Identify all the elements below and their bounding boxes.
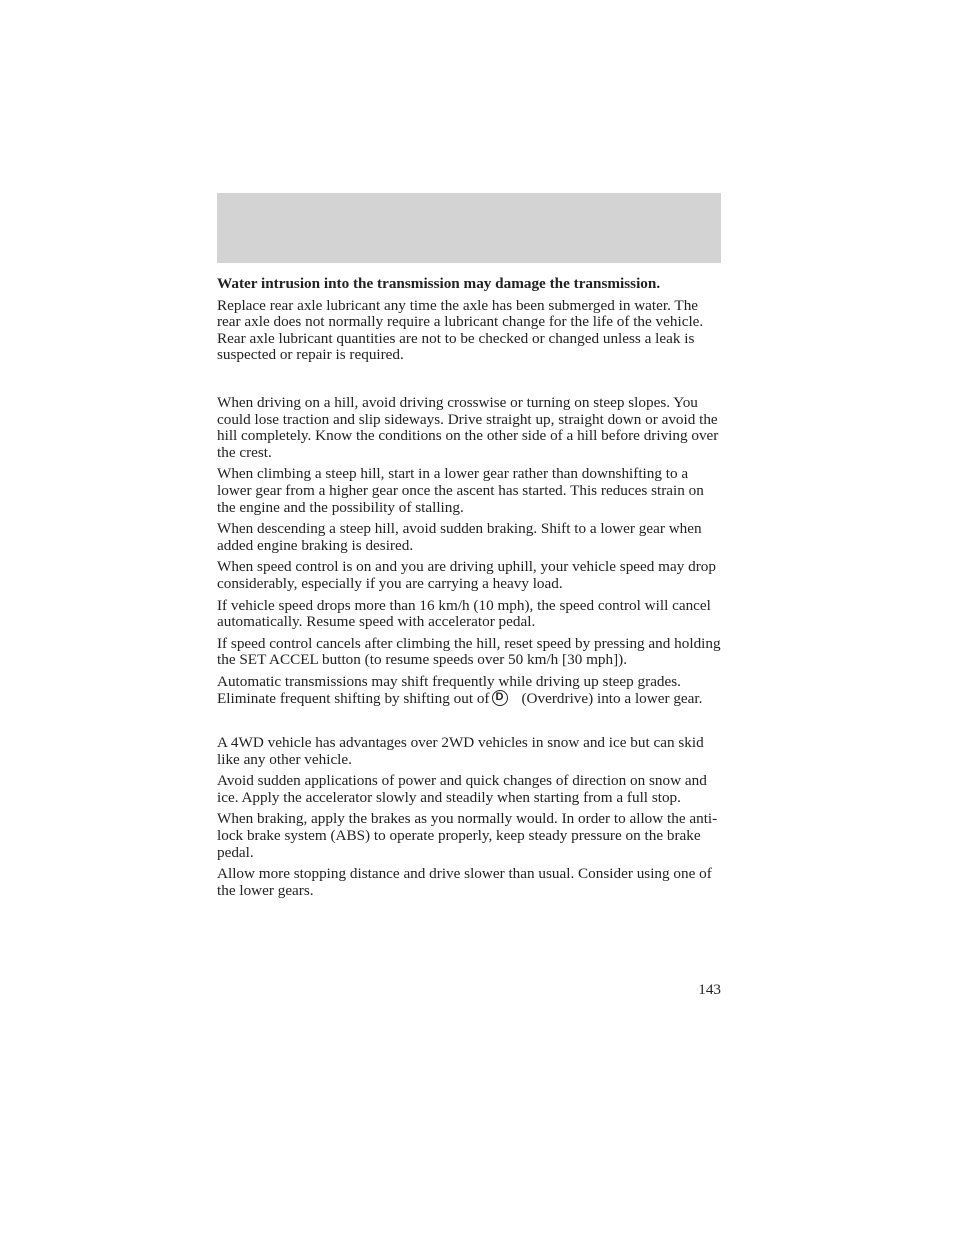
hill-paragraph: When climbing a steep hill, start in a lower gear rather than downshifting to a lower gear from a higher gear once the ascent has started. This reduces strain on the engine and the possibility of stalling. bbox=[217, 465, 704, 516]
auto-trans-text-before: Automatic transmissions may shift frequently while driving up steep grades. Eliminate frequent shifting by shifting out of bbox=[217, 672, 681, 708]
overdrive-icon bbox=[492, 690, 508, 706]
auto-trans-text-after: (Overdrive) into a lower gear. bbox=[521, 690, 703, 708]
hill-paragraph: When descending a steep hill, avoid sudden braking. Shift to a lower gear when added engine braking is desired. bbox=[217, 520, 702, 554]
section-header-band bbox=[217, 193, 721, 263]
snow-ice-paragraph: A 4WD vehicle has advantages over 2WD vehicles in snow and ice but can skid like any other vehicle. bbox=[217, 734, 704, 768]
section-gap bbox=[217, 713, 723, 735]
hill-paragraph: If speed control cancels after climbing the hill, reset speed by pressing and holding the SET ACCEL button (to resume speeds over 50 km/h [30 mph]). bbox=[217, 634, 721, 669]
hill-paragraph: If vehicle speed drops more than 16 km/h (10 mph), the speed control will cancel automatically. Resume speed with accelerator pedal. bbox=[217, 596, 711, 631]
page-number: 143 bbox=[698, 981, 721, 998]
snow-ice-paragraph: Allow more stopping distance and drive slower than usual. Consider using one of the lower gears. bbox=[217, 865, 712, 899]
overdrive-icon-letter: D bbox=[495, 691, 504, 704]
hill-paragraph: When speed control is on and you are driving uphill, your vehicle speed may drop considerably, especially if you are carrying a heavy load. bbox=[217, 558, 716, 592]
snow-ice-paragraph: Avoid sudden applications of power and quick changes of direction on snow and ice. Apply the accelerator slowly and steadily when starting from a full stop. bbox=[217, 772, 707, 806]
snow-ice-paragraph: When braking, apply the brakes as you normally would. In order to allow the anti-lock brake system (ABS) to operate properly, keep steady pressure on the brake pedal. bbox=[217, 810, 718, 861]
hill-paragraph: When driving on a hill, avoid driving crosswise or turning on steep slopes. You could lose traction and slip sideways. Drive straight up, straight down or avoid the hill completely. Know the conditions on the other side of a hill before driving over the crest. bbox=[217, 393, 719, 461]
page-content bbox=[217, 276, 723, 904]
automatic-transmission-paragraph bbox=[217, 674, 723, 708]
transmission-warning: Water intrusion into the transmission may damage the transmission. bbox=[217, 275, 661, 292]
rear-axle-paragraph: Replace rear axle lubricant any time the axle has been submerged in water. The rear axle does not normally require a lubricant change for the life of the vehicle. Rear axle lubricant quantities are not to be checked or changed unless a leak is suspected or repair is required. bbox=[217, 296, 704, 364]
section-gap bbox=[217, 369, 723, 395]
